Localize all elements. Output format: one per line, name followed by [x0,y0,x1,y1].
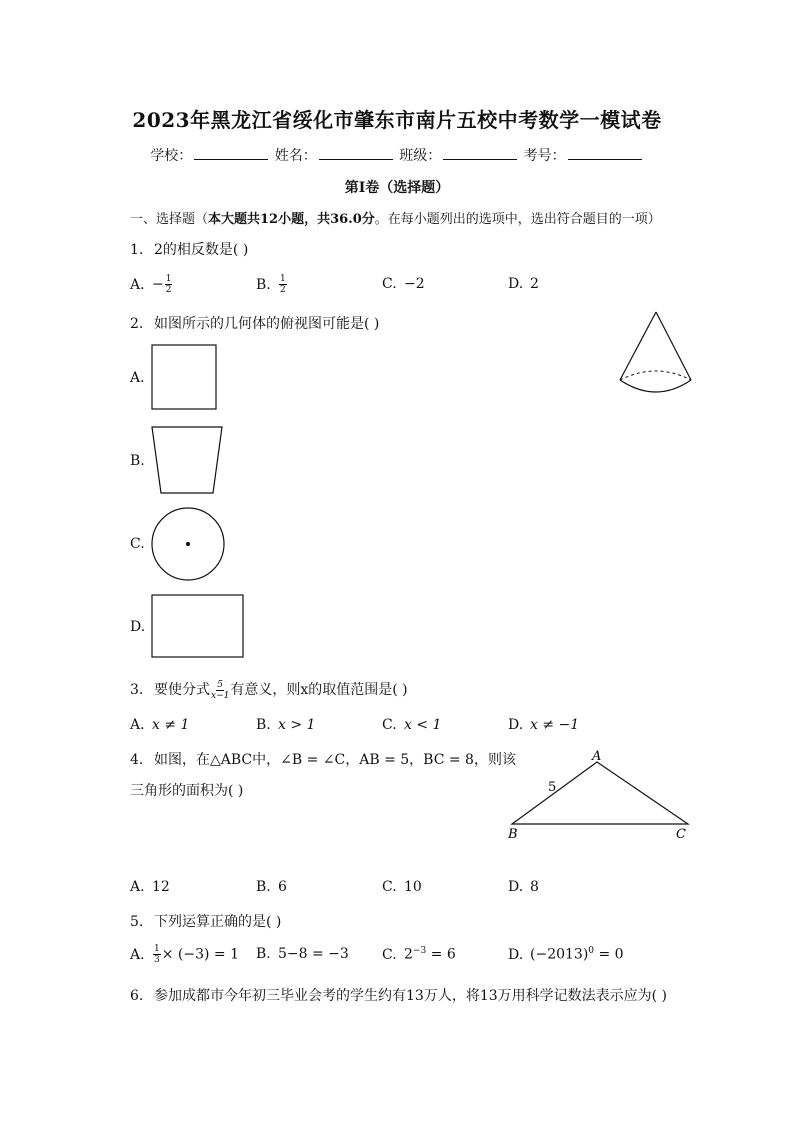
option-label: A. [130,717,145,733]
class-blank[interactable] [443,147,517,160]
option-value: x > 1 [278,717,316,733]
option-label: C. [382,946,397,963]
q6-number: 6. [130,988,144,1004]
vertex-b-label: B [508,827,518,842]
q1-number: 1. [130,242,144,258]
triangle-figure [500,748,700,844]
square-shape [150,343,220,413]
q3-text-pre: 要使分式 [154,682,210,698]
q3-text-post: 有意义，则x的取值范围是( ) [230,682,408,698]
q1-text: 2的相反数是( ) [154,242,249,258]
option-label: B. [256,276,271,293]
trapezoid-shape [150,425,226,497]
option-value: x ≠ −1 [530,717,580,733]
option-label: D. [508,276,524,292]
fraction [279,274,287,295]
option-value: x ≠ 1 [152,717,190,733]
fraction [153,944,161,965]
center-dot [186,542,190,546]
option-label: B. [130,453,145,469]
base: 2 [404,946,413,963]
option-label: A. [130,879,145,895]
class-label: 班级： [399,148,442,164]
option-value: −2 [404,276,425,292]
q3-number: 3. [130,682,144,698]
school-blank[interactable] [194,147,268,160]
option-label: B. [256,879,271,895]
option-value: = 0 [594,946,624,963]
exam-title: 2023年黑龙江省绥化市肇东市南片五校中考数学一模试卷 [132,108,662,132]
q5-option-c[interactable] [382,946,456,963]
section-prefix: 一、选择题（ [130,212,209,227]
q5-option-d[interactable] [508,946,624,963]
question-4-line-2 [130,780,243,800]
option-label: A. [130,276,145,293]
q2-option-a[interactable] [130,370,145,386]
option-value: × (−3) = 1 [161,946,240,963]
option-label: A. [130,370,145,386]
minus-sign: − [152,276,164,293]
triangle-abc [512,762,688,824]
q4-option-a[interactable] [130,879,170,895]
q5-option-a[interactable] [130,944,239,965]
question-3 [130,679,408,701]
question-5 [130,911,281,931]
option-label: C. [382,276,397,292]
q1-option-d[interactable] [508,276,539,292]
cone-base-back [620,371,691,380]
vertex-a-label: A [592,749,602,764]
number-label: 考号： [523,148,566,164]
section-suffix: 。在每小题列出的选项中，选出符合题目的一项） [374,212,661,227]
q4-number: 4. [130,752,144,768]
q5-text: 下列运算正确的是( ) [154,914,282,930]
q1-option-c[interactable] [382,276,425,292]
q3-option-b[interactable] [256,717,315,733]
option-value: 10 [404,879,422,895]
school-label: 学校： [150,148,193,164]
q4-text-line-2: 三角形的面积为( ) [130,783,244,799]
question-6 [130,985,667,1005]
q2-option-b[interactable] [130,453,145,469]
option-value: x < 1 [404,717,442,733]
number-blank[interactable] [568,147,642,160]
section-bold: 本大题共12小题，共36.0分 [208,212,375,227]
exponent: 0 [588,946,595,956]
fraction [165,274,173,295]
numerator: 1 [154,944,160,954]
rectangle-shape [150,593,246,659]
question-2 [130,313,379,333]
section-heading [130,208,661,227]
numerator: 1 [165,274,172,284]
option-label: D. [130,619,146,635]
q3-option-a[interactable] [130,717,189,733]
q4-text-line-1: 如图，在△ABC中，∠B = ∠C，AB = 5，BC = 8，则该 [154,752,516,768]
numerator: 5 [217,679,224,690]
denominator: 2 [280,285,286,295]
denominator: x−1 [211,690,230,701]
option-label: C. [130,536,145,552]
student-info-line [0,145,794,165]
volume-heading: 第Ⅰ卷（选择题） [344,180,450,196]
denominator: 3 [154,955,160,965]
q2-text: 如图所示的几何体的俯视图可能是( ) [154,316,380,332]
side-ab-label: 5 [548,780,557,795]
option-value: 8 [530,879,539,895]
option-label: B. [256,717,271,733]
vertex-c-label: C [676,827,686,842]
q4-option-b[interactable] [256,879,287,895]
base: (−2013) [530,946,589,963]
name-label: 姓名： [274,148,317,164]
q4-option-c[interactable] [382,879,422,895]
q5-option-b[interactable] [256,946,349,962]
q2-option-c[interactable] [130,536,145,552]
option-value: 2 [530,276,539,292]
option-label: C. [382,879,397,895]
q3-option-c[interactable] [382,717,441,733]
option-value: 5−8 = −3 [278,946,349,962]
circle-with-center-shape [150,506,228,584]
option-label: C. [382,717,397,733]
name-blank[interactable] [319,147,393,160]
q1-option-a[interactable] [130,274,173,295]
cone-figure [612,308,702,408]
q4-option-d[interactable] [508,879,539,895]
option-value: 12 [152,879,170,895]
q2-number: 2. [130,316,144,332]
cone-left-edge [620,312,656,380]
q5-number: 5. [130,914,144,930]
exponent: −3 [412,946,427,956]
option-label: D. [508,717,524,733]
q3-option-d[interactable] [508,717,579,733]
q2-option-d[interactable] [130,619,145,635]
numerator: 1 [280,274,286,284]
option-label: B. [256,946,271,962]
option-value: = 6 [426,946,456,963]
option-label: D. [508,946,524,963]
option-label: A. [130,946,145,963]
cone-base-front [620,380,691,392]
q3-fraction [211,680,229,701]
question-1 [130,239,248,259]
cone-right-edge [656,312,691,380]
q1-option-b[interactable] [256,274,288,295]
question-4-line-1 [130,749,516,769]
denominator: 2 [165,285,172,295]
q6-text: 参加成都市今年初三毕业会考的学生约有13万人，将13万用科学记数法表示应为( ) [154,988,668,1004]
option-label: D. [508,879,524,895]
option-value: 6 [278,879,287,895]
